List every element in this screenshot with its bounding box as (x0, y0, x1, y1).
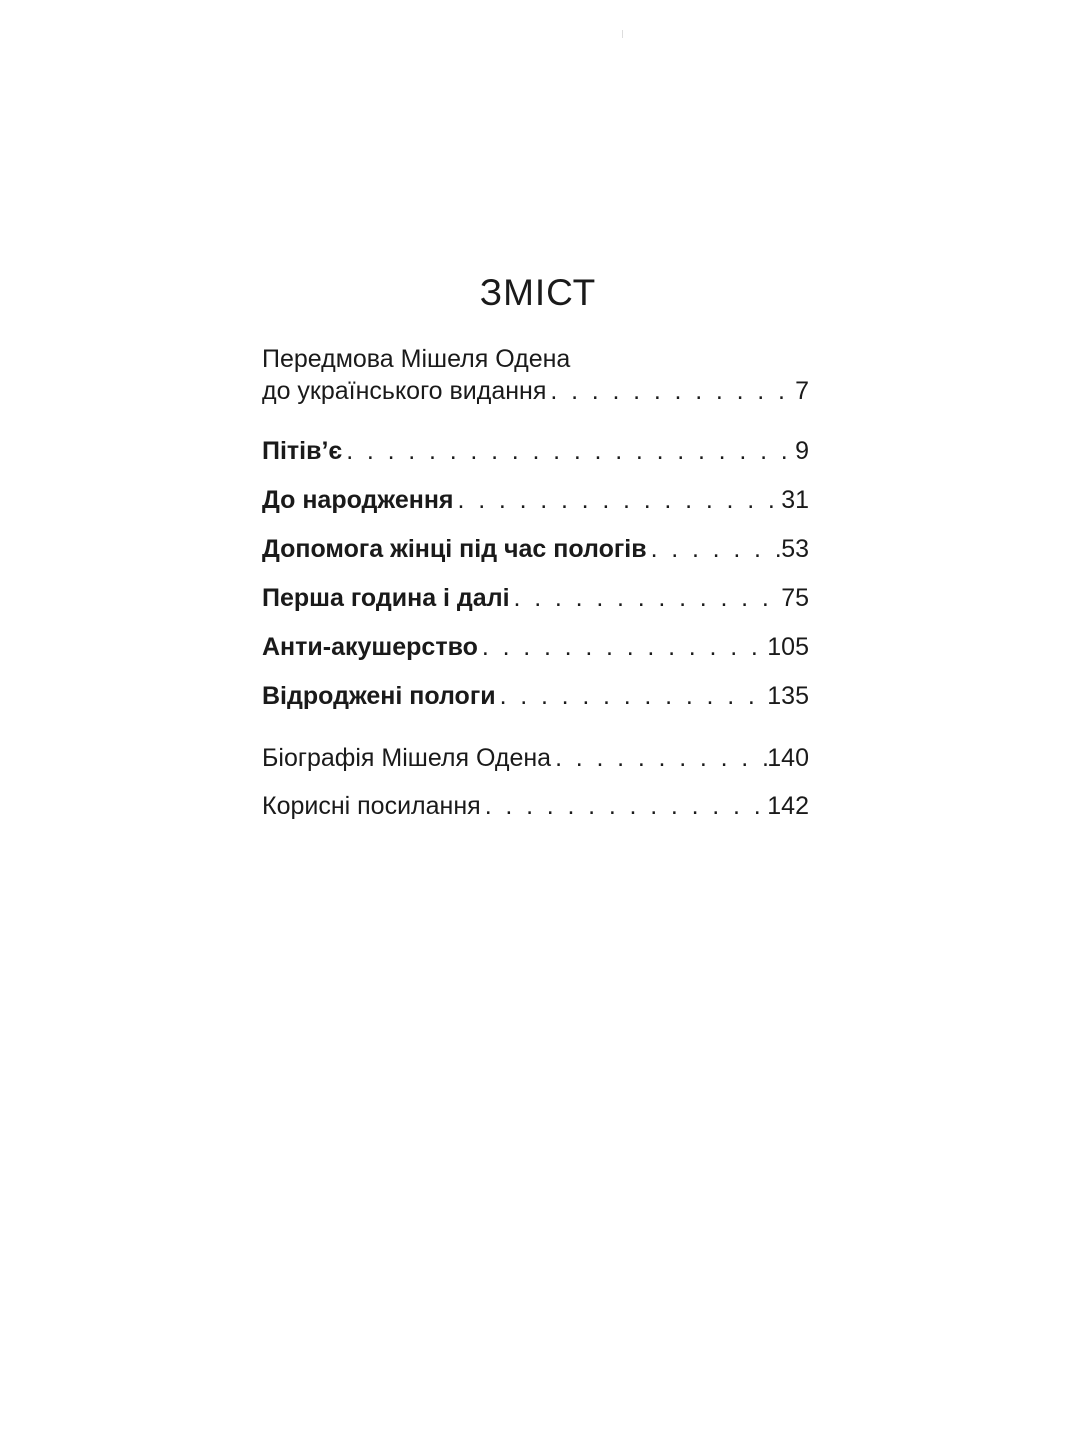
toc-entry-label: Корисні посилання (262, 792, 481, 820)
toc-entry-label: Допомога жінці під час пологів (262, 535, 647, 563)
page-title: ЗМІСТ (479, 271, 597, 313)
leader-dots (496, 680, 768, 712)
toc-entry-label: Відроджені пологи (262, 682, 496, 710)
toc-page-number: 140 (767, 744, 809, 772)
toc-entry-biography (262, 742, 809, 774)
scan-artifact (622, 30, 623, 38)
leader-dots (342, 435, 795, 467)
leader-dots (510, 582, 782, 614)
leader-dots (551, 742, 767, 774)
toc-entry-label-line1: Передмова Мішеля Одена (262, 345, 571, 373)
toc-entry-label: Перша година і далі (262, 584, 510, 612)
toc-entry-label: Пітів’є (262, 437, 343, 465)
toc-page-number: 7 (795, 377, 809, 405)
toc-entry-label: Біографія Мішеля Одена (262, 744, 552, 772)
toc-entry-anti-obstetrics (262, 631, 809, 663)
table-of-contents (262, 343, 809, 822)
toc-page-number: 53 (781, 535, 809, 563)
leader-dots (481, 790, 768, 822)
toc-page-number: 105 (767, 633, 809, 661)
toc-entry-label: до українського видання (262, 377, 547, 405)
toc-entry-labor-help (262, 533, 809, 565)
toc-entry-preface (262, 343, 809, 407)
toc-page-number: 135 (767, 682, 809, 710)
toc-entry-birth-reborn (262, 680, 809, 712)
leader-dots (546, 375, 795, 407)
toc-page-number: 75 (781, 584, 809, 612)
toc-entry-useful-links (262, 790, 809, 822)
leader-dots (454, 484, 782, 516)
toc-entry-before-birth (262, 484, 809, 516)
toc-page-number: 9 (795, 437, 809, 465)
leader-dots (478, 631, 767, 663)
toc-entry-first-hour (262, 582, 809, 614)
toc-page-number: 142 (767, 792, 809, 820)
toc-entry-label: До народження (262, 486, 454, 514)
toc-entry-label: Анти-акушерство (262, 633, 478, 661)
toc-page-number: 31 (781, 486, 809, 514)
toc-entry-pithiviers (262, 435, 809, 467)
leader-dots (647, 533, 782, 565)
